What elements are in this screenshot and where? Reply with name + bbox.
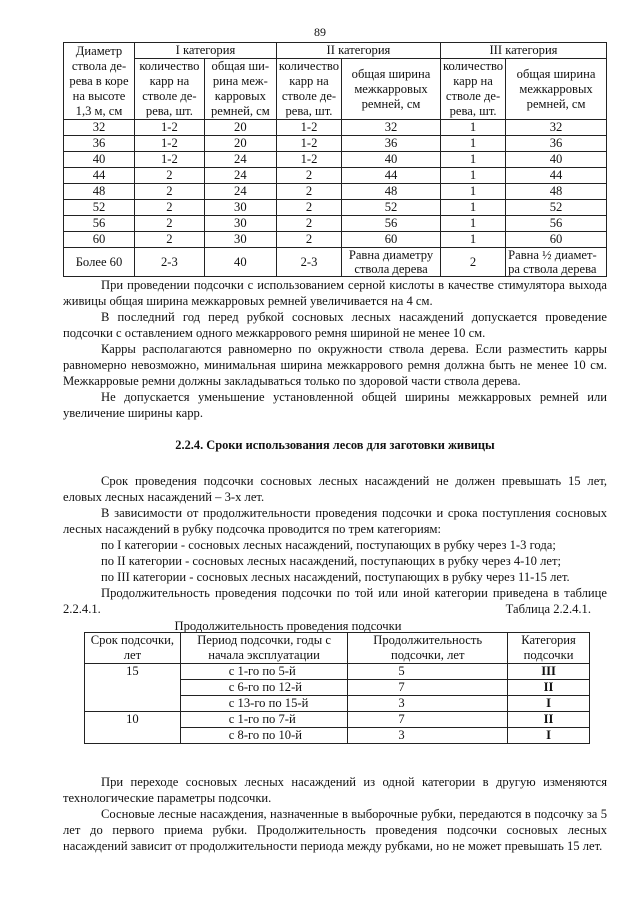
subheader-count: [276, 59, 341, 120]
table-cell: 40: [342, 152, 441, 168]
header-cat2: II категория: [276, 43, 440, 59]
paragraph: При проведении подсочки с использованием серной кислоты в качестве стимулятора выхода живицы общая ширина межкарровых ремней увеличивается на 4 см.: [63, 278, 607, 308]
table-cell: Более 60: [64, 248, 135, 277]
resin-tapping-table: [63, 42, 607, 277]
table-row: [64, 248, 607, 277]
table-cell: 44: [64, 168, 135, 184]
table-cell: 1: [440, 216, 505, 232]
table-cell: 40: [506, 152, 607, 168]
table-cell: 60: [64, 232, 135, 248]
table-cell: 2: [440, 248, 505, 277]
table-cell: 1-2: [276, 120, 341, 136]
header-line: стволе де-: [142, 89, 197, 103]
table-cell: 2: [135, 168, 205, 184]
page-number: 89: [314, 25, 326, 39]
header-cat3: III категория: [440, 43, 606, 59]
paragraph: В последний год перед рубкой сосновых лесных насаждений допускается проведение подсочки с оставлением одного межкаррового ремня шириной не менее 10 см.: [63, 310, 607, 340]
table-cell: 3: [348, 728, 508, 744]
table-cell: 1: [440, 168, 505, 184]
table-cell: 52: [342, 200, 441, 216]
table-cell: с 1-го по 7-й: [180, 712, 348, 728]
header-line: межкарровых: [519, 81, 593, 96]
table-cell: 1-2: [135, 152, 205, 168]
table-cell: 1: [440, 120, 505, 136]
table-row: [64, 184, 607, 200]
column-header: Продолжительность подсочки, лет: [348, 633, 508, 664]
table-cell: 32: [506, 120, 607, 136]
table-cell: 7: [348, 712, 508, 728]
table-cell: I: [508, 696, 590, 712]
table-cell: с 8-го по 10-й: [180, 728, 348, 744]
table-cell: 40: [204, 248, 276, 277]
table-cell: 36: [64, 136, 135, 152]
table-cell: 40: [64, 152, 135, 168]
header-line: Диаметр: [75, 43, 123, 58]
table-row: [64, 200, 607, 216]
paragraph: Продолжительность проведения подсочки по той или иной категории приведена в таблице 2.2.4.1.: [63, 586, 607, 616]
header-line: ремней, см: [526, 96, 586, 111]
header-line: рина меж-: [212, 74, 268, 88]
header-line: рева, шт.: [449, 104, 497, 118]
table-cell: 2: [276, 200, 341, 216]
paragraph: Карры располагаются равномерно по окружности ствола дерева. Если разместить карры равномерно невозможно, минимальная ширина межкаррового ремня должна быть не менее 10 см. Межкарровые ремни должны закладываться только по здоровой части ствола дерева.: [63, 342, 607, 388]
table-cell: I: [508, 728, 590, 744]
table-cell: 2: [276, 168, 341, 184]
table-row: [64, 120, 607, 136]
table-cell: 36: [342, 136, 441, 152]
table-cell: 1: [440, 136, 505, 152]
header-line: стволе де-: [445, 89, 501, 103]
term-cell: 10: [85, 712, 181, 744]
tapping-duration-table: [84, 632, 590, 744]
paragraphs-block-3: [63, 774, 607, 854]
table-cell: 52: [64, 200, 135, 216]
table-row: [64, 152, 607, 168]
table-cell: 2: [135, 232, 205, 248]
subheader-width3: [506, 59, 607, 120]
table-cell: 30: [204, 232, 276, 248]
table-cell: 32: [342, 120, 441, 136]
table-cell: с 6-го по 12-й: [180, 680, 348, 696]
table-cell: II: [508, 712, 590, 728]
table-cell: с 1-го по 5-й: [180, 664, 348, 680]
header-line: межкарровых: [354, 81, 428, 96]
table-cell: 32: [64, 120, 135, 136]
table-cell: 36: [506, 136, 607, 152]
table-cell: 2: [276, 216, 341, 232]
table-cell: 5: [348, 664, 508, 680]
table-row: [64, 232, 607, 248]
table-row: [64, 136, 607, 152]
header-line: количество: [442, 59, 504, 73]
table-cell: 30: [204, 200, 276, 216]
header-line: карр на: [453, 74, 493, 88]
table-cell: 56: [506, 216, 607, 232]
paragraph: В зависимости от продолжительности проведения подсочки и срока поступления сосновых лесных насаждений в рубку подсочка проводится по трем категориям:: [63, 506, 607, 536]
header-line: 1,3 м, см: [75, 103, 123, 118]
table-cell: 52: [506, 200, 607, 216]
table-cell: 30: [204, 216, 276, 232]
table-cell: 44: [506, 168, 607, 184]
header-line: общая ширина: [516, 66, 596, 81]
table-cell: 20: [204, 136, 276, 152]
header-line: ремней, см: [210, 104, 270, 118]
section-heading: 2.2.4. Сроки использования лесов для заготовки живицы: [175, 438, 495, 452]
paragraph: по II категории - сосновых лесных насаждений, поступающих в рубку через 4-10 лет;: [101, 554, 561, 568]
header-line: рева в коре: [69, 73, 129, 88]
table-row: [85, 664, 590, 680]
table-cell: 48: [342, 184, 441, 200]
table-cell: 56: [342, 216, 441, 232]
paragraph: При переходе сосновых лесных насаждений из одной категории в другую изменяются технологические параметры подсочки.: [63, 775, 607, 805]
table-cell: 2: [276, 232, 341, 248]
table-cell: 7: [348, 680, 508, 696]
table-cell: 2: [135, 200, 205, 216]
column-header: Категория подсочки: [508, 633, 590, 664]
header-line: карр на: [149, 74, 190, 88]
table-cell: 24: [204, 152, 276, 168]
table-cell: с 13-го по 15-й: [180, 696, 348, 712]
subheader-count: [135, 59, 205, 120]
table-cell: 2: [135, 184, 205, 200]
table-cell: Равна ½ диамет-ра ствола дерева: [506, 248, 607, 277]
table-cell: Равна диаметру ствола дерева: [342, 248, 441, 277]
header-line: на высоте: [72, 88, 126, 103]
table-row: [64, 216, 607, 232]
column-header: Период подсочки, годы с начала эксплуатации: [180, 633, 348, 664]
table-row: [64, 168, 607, 184]
table-cell: 56: [64, 216, 135, 232]
table-cell: 2: [135, 216, 205, 232]
table-cell: 1: [440, 200, 505, 216]
table-cell: 48: [64, 184, 135, 200]
table-caption: Продолжительность проведения подсочки: [174, 619, 402, 633]
table-cell: 1-2: [276, 152, 341, 168]
subheader-width1: [204, 59, 276, 120]
header-line: рева, шт.: [145, 104, 193, 118]
subheader-width2: [342, 59, 441, 120]
table-label: Таблица 2.2.4.1.: [505, 602, 591, 616]
column-header: Срок подсочки, лет: [85, 633, 181, 664]
header-line: общая ши-: [211, 59, 270, 73]
header-line: карровых: [214, 89, 266, 103]
table-cell: III: [508, 664, 590, 680]
table-cell: 1-2: [135, 136, 205, 152]
table-cell: 60: [342, 232, 441, 248]
table-cell: 48: [506, 184, 607, 200]
table-cell: 2-3: [276, 248, 341, 277]
table-cell: 2-3: [135, 248, 205, 277]
paragraph: по I категории - сосновых лесных насаждений, поступающих в рубку через 1-3 года;: [101, 538, 556, 552]
paragraph: по III категории - сосновых лесных насаждений, поступающих в рубку через 11-15 лет.: [101, 570, 570, 584]
table-cell: 60: [506, 232, 607, 248]
subheader-count: [440, 59, 505, 120]
term-cell: 15: [85, 664, 181, 712]
header-diameter: [64, 43, 135, 120]
table-cell: 2: [276, 184, 341, 200]
paragraphs-block-2: [63, 473, 607, 617]
header-line: карр на: [289, 74, 329, 88]
table-cell: 1: [440, 152, 505, 168]
paragraph: Не допускается уменьшение установленной общей ширины межкарровых ремней или увеличение ширины карр.: [63, 390, 607, 420]
paragraph: Сосновые лесные насаждения, назначенные в выборочные рубки, передаются в подсочку за 5 лет до первого приема рубки. Продолжительность проведения подсочки сосновых лесных насаждений зависит от продолжительности периода между рубками, но не может превышать 15 лет.: [63, 807, 607, 853]
header-line: общая ширина: [351, 66, 431, 81]
header-line: количество: [139, 59, 200, 73]
header-line: стволе де-: [281, 89, 337, 103]
table-cell: 24: [204, 184, 276, 200]
header-cat1: I категория: [135, 43, 277, 59]
table-cell: 24: [204, 168, 276, 184]
paragraphs-block-1: [63, 277, 607, 421]
paragraph: Срок проведения подсочки сосновых лесных насаждений не должен превышать 15 лет, еловых лесных насаждений – 3-х лет.: [63, 474, 607, 504]
header-line: количество: [278, 59, 340, 73]
table-cell: 44: [342, 168, 441, 184]
table-cell: 1-2: [276, 136, 341, 152]
table-cell: 1: [440, 184, 505, 200]
table-cell: 1: [440, 232, 505, 248]
table-row: [85, 712, 590, 728]
table-cell: II: [508, 680, 590, 696]
table-cell: 1-2: [135, 120, 205, 136]
table-cell: 3: [348, 696, 508, 712]
header-line: ствола де-: [71, 58, 127, 73]
header-line: рева, шт.: [285, 104, 333, 118]
table-cell: 20: [204, 120, 276, 136]
header-line: ремней, см: [361, 96, 421, 111]
